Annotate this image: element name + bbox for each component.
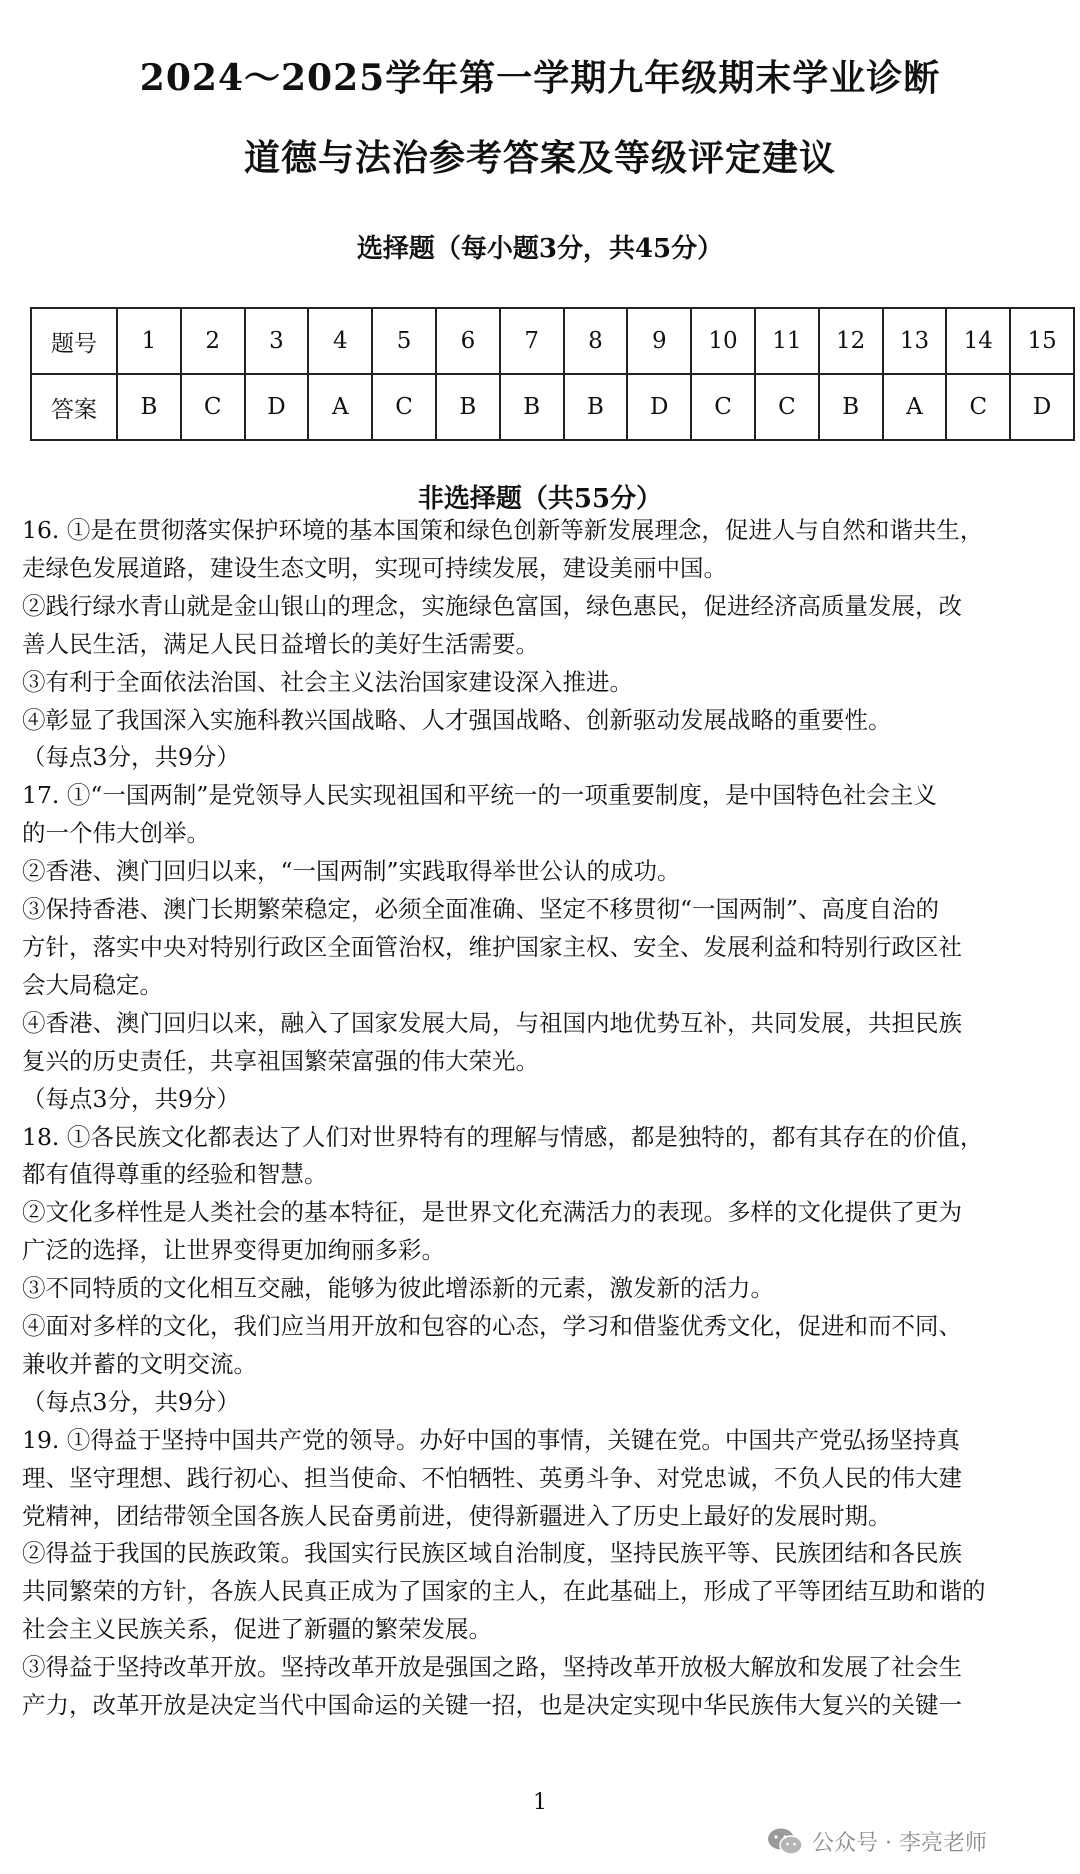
question-number-cell: 9 <box>627 308 691 374</box>
answer-line: 16. ①是在贯彻落实保护环境的基本国策和绿色创新等新发展理念，促进人与自然和谐共生， <box>22 516 984 544</box>
answer-line: ③有利于全面依法治国、社会主义法治国家建设深入推进。 <box>22 667 633 696</box>
score-note: （每点3分，共9分） <box>22 1084 240 1113</box>
answer-line: 共同繁荣的方针，各族人民真正成为了国家的主人，在此基础上，形成了平等团结互助和谐的 <box>22 1577 986 1606</box>
page-number: 1 <box>533 1790 547 1815</box>
answer-line: 产力，改革开放是决定当代中国命运的关键一招，也是决定实现中华民族伟大复兴的关键一 <box>22 1691 962 1720</box>
question-number-cell: 14 <box>946 308 1010 374</box>
answer-line: 兼收并蓄的文明交流。 <box>22 1349 257 1378</box>
answer-cell: D <box>245 374 309 440</box>
answer-cell: B <box>819 374 883 440</box>
question-number-cell: 12 <box>819 308 883 374</box>
question-number-cell: 10 <box>691 308 755 374</box>
row-label-number: 题号 <box>31 308 117 374</box>
answer-cell: B <box>436 374 500 440</box>
score-note: （每点3分，共9分） <box>22 743 240 772</box>
question-number-cell: 13 <box>883 308 947 374</box>
answer-cell: B <box>564 374 628 440</box>
answer-line: 复兴的历史责任，共享祖国繁荣富强的伟大荣光。 <box>22 1046 539 1075</box>
question-number-cell: 15 <box>1010 308 1074 374</box>
wechat-icon <box>766 1827 804 1857</box>
answer-body <box>22 512 1062 1725</box>
nonchoice-section-heading: 非选择题（共55分） <box>417 484 663 514</box>
document-title: 2024～2025学年第一学期九年级期末学业诊断 <box>139 57 941 99</box>
answer-line: 会大局稳定。 <box>22 970 163 999</box>
document-subtitle: 道德与法治参考答案及等级评定建议 <box>243 137 836 179</box>
answer-line: ②文化多样性是人类社会的基本特征，是世界文化充满活力的表现。多样的文化提供了更为 <box>22 1198 962 1227</box>
answer-line: 方针，落实中央对特别行政区全面管治权，维护国家主权、安全、发展利益和特别行政区社 <box>22 932 962 961</box>
answer-line: ④彰显了我国深入实施科教兴国战略、人才强国战略、创新驱动发展战略的重要性。 <box>22 705 892 734</box>
answer-line: 广泛的选择，让世界变得更加绚丽多彩。 <box>22 1236 445 1265</box>
answer-cell: A <box>883 374 947 440</box>
answer-line: 社会主义民族关系，促进了新疆的繁荣发展。 <box>22 1615 492 1644</box>
question-number-row <box>31 308 1074 374</box>
answer-line: 的一个伟大创举。 <box>22 819 210 848</box>
question-number-cell: 8 <box>564 308 628 374</box>
answer-line: 都有值得尊重的经验和智慧。 <box>22 1160 328 1189</box>
choice-section-heading: 选择题（每小题3分，共45分） <box>356 234 724 264</box>
watermark <box>766 1826 987 1857</box>
question-number-cell: 1 <box>117 308 181 374</box>
row-label-answer: 答案 <box>31 374 117 440</box>
answer-cell: D <box>1010 374 1074 440</box>
answer-line: ②践行绿水青山就是金山银山的理念，实施绿色富国，绿色惠民，促进经济高质量发展，改 <box>22 591 962 620</box>
watermark-text: 公众号 · 李亮老师 <box>812 1831 987 1856</box>
answer-line: ②香港、澳门回归以来，“一国两制”实践取得举世公认的成功。 <box>22 857 681 886</box>
answer-cell: B <box>500 374 564 440</box>
answer-line: 理、坚守理想、践行初心、担当使命、不怕牺牲、英勇斗争、对党忠诚，不负人民的伟大建 <box>22 1463 962 1492</box>
answer-cell: D <box>627 374 691 440</box>
answer-cell: C <box>946 374 1010 440</box>
answer-line: ③保持香港、澳门长期繁荣稳定，必须全面准确、坚定不移贯彻“一国两制”、高度自治的 <box>22 895 940 924</box>
answer-line: 善人民生活，满足人民日益增长的美好生活需要。 <box>22 629 539 658</box>
answer-line: ④香港、澳门回归以来，融入了国家发展大局，与祖国内地优势互补，共同发展，共担民族 <box>22 1008 962 1037</box>
answer-cell: C <box>755 374 819 440</box>
answer-line: 19. ①得益于坚持中国共产党的领导。办好中国的事情，关键在党。中国共产党弘扬坚持真 <box>22 1425 960 1454</box>
answer-cell: C <box>372 374 436 440</box>
answer-line: ④面对多样的文化，我们应当用开放和包容的心态，学习和借鉴优秀文化，促进和而不同、 <box>22 1312 962 1341</box>
answer-cell: C <box>691 374 755 440</box>
answer-line: 党精神，团结带领全国各族人民奋勇前进，使得新疆进入了历史上最好的发展时期。 <box>22 1501 892 1530</box>
answer-line: 17. ①“一国两制”是党领导人民实现祖国和平统一的一项重要制度，是中国特色社会主义 <box>22 781 937 810</box>
question-number-cell: 2 <box>181 308 245 374</box>
answer-line: 走绿色发展道路，建设生态文明，实现可持续发展，建设美丽中国。 <box>22 553 727 582</box>
answer-cell: A <box>308 374 372 440</box>
answer-line: ③不同特质的文化相互交融，能够为彼此增添新的元素，激发新的活力。 <box>22 1274 774 1303</box>
score-note: （每点3分，共9分） <box>22 1387 240 1416</box>
answer-cell: C <box>181 374 245 440</box>
question-number-cell: 4 <box>308 308 372 374</box>
question-number-cell: 3 <box>245 308 309 374</box>
answer-cell: B <box>117 374 181 440</box>
question-number-cell: 5 <box>372 308 436 374</box>
answer-line: ②得益于我国的民族政策。我国实行民族区域自治制度，坚持民族平等、民族团结和各民族 <box>22 1539 962 1568</box>
answer-line: 18. ①各民族文化都表达了人们对世界特有的理解与情感，都是独特的，都有其存在的价值， <box>22 1122 984 1151</box>
question-number-cell: 7 <box>500 308 564 374</box>
answer-table <box>30 307 1075 441</box>
answer-line: ③得益于坚持改革开放。坚持改革开放是强国之路，坚持改革开放极大解放和发展了社会生 <box>22 1653 962 1682</box>
answer-row <box>31 374 1074 440</box>
question-number-cell: 11 <box>755 308 819 374</box>
question-number-cell: 6 <box>436 308 500 374</box>
